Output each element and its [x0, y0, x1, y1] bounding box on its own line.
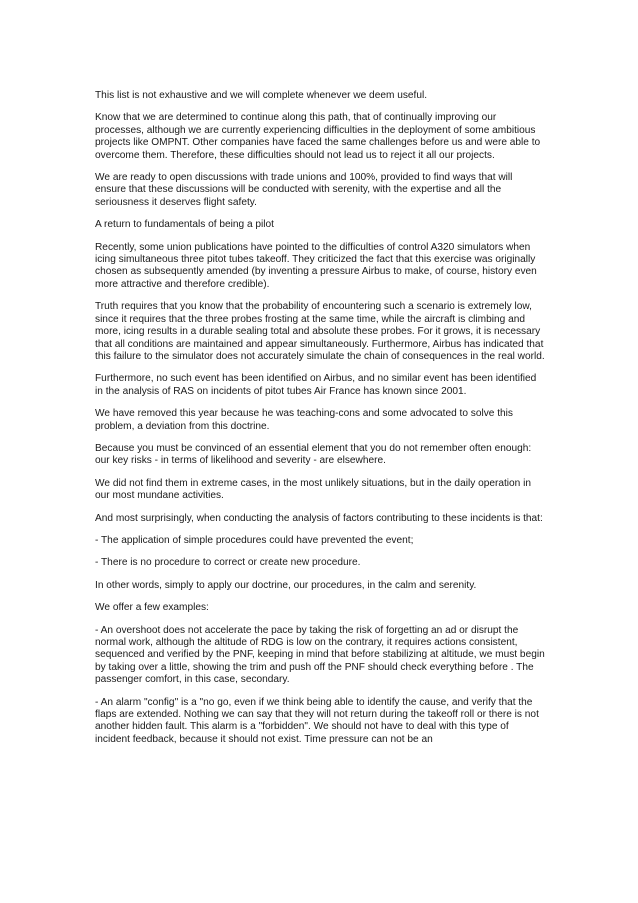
list-item-no-procedure: - There is no procedure to correct or create new procedure.	[95, 557, 361, 569]
list-item-alarm-config: - An alarm "config" is a "no go, even if we think being able to identify the cause, and verify that the flaps are extended. Nothing we can say that they will not return during the takeoff roll or there is not another hidden fault. This alarm is a "forbidden". We should not have to deal with this type of incident feedback, because it should not exist. Time pressure can not be an	[95, 696, 539, 745]
paragraph-probability-scenario: Truth requires that you know that the probability of encountering such a scenario is extremely low, since it requires that the three probes frosting at the same time, while the aircraft is climbing and more, icing results in a durable sealing total and absolute these probes. For it grows, it is necessary that all conditions are maintained and appear simultaneously. Furthermore, Airbus has indicated that this failure to the simulator does not accurately simulate the chain of consequences in the real world.	[95, 301, 545, 362]
document-body	[95, 90, 545, 756]
paragraph-continual-improvement: Know that we are determined to continue along this path, that of continually improving our processes, although we are currently experiencing difficulties in the deployment of some ambitious projects like OMPNT. Other companies have faced the same challenges before us and were able to overcome them. Therefore, these difficulties should not lead us to reject it all our projects.	[95, 112, 541, 161]
paragraph-no-such-event: Furthermore, no such event has been identified on Airbus, and no similar event has been identified in the analysis of RAS on incidents of pitot tubes Air France has known since 2001.	[95, 373, 537, 397]
paragraph-simulator-difficulties: Recently, some union publications have pointed to the difficulties of control A320 simulators when icing simultaneous three pitot tubes takeoff. They criticized the fact that this exercise was originally chosen as subsequently amended (by inventing a pressure Airbus to make, of course, history even more attractive and therefore credible).	[95, 241, 537, 290]
list-item-simple-procedures: - The application of simple procedures could have prevented the event;	[95, 534, 414, 546]
paragraph-key-risks: Because you must be convinced of an essential element that you do not remember often enough: our key risks - in terms of likelihood and severity - are elsewhere.	[95, 442, 532, 467]
paragraph-daily-operation: We did not find them in extreme cases, in the most unlikely situations, but in the daily operation in our most mundane activities.	[95, 477, 531, 502]
paragraph-list-not-exhaustive: This list is not exhaustive and we will complete whenever we deem useful.	[95, 90, 428, 101]
paragraph-trade-union-discussions: We are ready to open discussions with trade unions and 100%, provided to find ways that will ensure that these discussions will be conducted with serenity, with the expertise and all the seriousness it deserves flight safety.	[95, 172, 513, 208]
paragraph-removed-this-year: We have removed this year because he was teaching-cons and some advocated to solve this problem, a deviation from this doctrine.	[95, 408, 513, 432]
list-item-overshoot: - An overshoot does not accelerate the pace by taking the risk of forgetting an ad or disrupt the normal work, although the altitude of RDG is low on the contrary, it requires actions consistent, sequenced and verified by the PNF, keeping in mind that before stabilizing at altitude, we must begin by taking over a little, showing the trim and push off the PNF should check everything before . The passenger comfort, in this case, secondary.	[95, 624, 545, 686]
section-heading-fundamentals: A return to fundamentals of being a pilot	[95, 219, 274, 231]
paragraph-examples-intro: We offer a few examples:	[95, 602, 209, 614]
paragraph-analysis-factors: And most surprisingly, when conducting the analysis of factors contributing to these incidents is that:	[95, 512, 543, 524]
paragraph-apply-doctrine: In other words, simply to apply our doctrine, our procedures, in the calm and serenity.	[95, 579, 477, 591]
